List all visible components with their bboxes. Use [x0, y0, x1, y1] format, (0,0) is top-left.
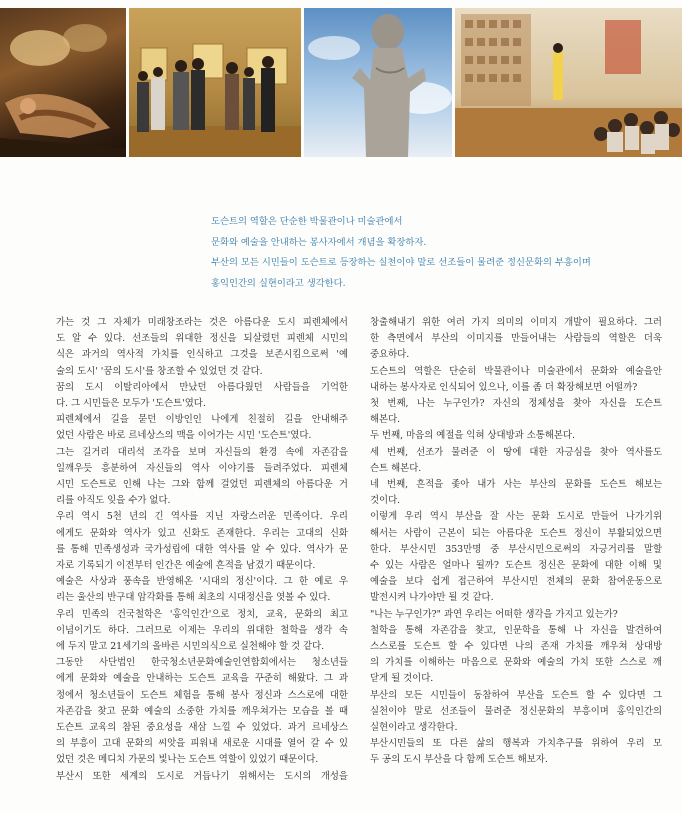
article-text-line: 의 가치를 이해하는 마음으로 문화와 예술의 가치 또한 스스로 깨 [370, 657, 662, 669]
article-text-line: 피렌체에서 길을 묻던 이방인인 나에게 친절히 길을 안내해주 [56, 414, 348, 426]
article-text-line: 실현이라고 생각한다. [370, 722, 458, 734]
article-text-line: 그는 길거리 대리석 조각을 보며 자신들의 환경 속에 자존감을 [56, 446, 348, 458]
article-text-line: 해본다. [370, 414, 401, 426]
photo-museum-docent-tour [455, 8, 682, 157]
article-text-line: 식은 과거의 역사적 가치를 인식하고 그것을 보존시킴으로써 '예 [56, 349, 348, 361]
article-text-line: 리를 아직도 잊을 수가 없다. [56, 495, 171, 507]
article-text-line: 리는 울산의 반구대 암각화를 통해 최초의 시대정신을 엿볼 수 있다. [56, 592, 331, 604]
article-text-line: 예술은 사상과 풍속을 반영해온 '시대의 정신'이다. 그 한 예로 우 [56, 576, 348, 588]
article-text-line: 도슨트 교육의 참된 중요성을 새삼 느낄 수 있었다. 과거 르네상스 [56, 722, 348, 734]
article-text-line: 첫 번째, 나는 누구인가? 자신의 정체성을 찾아 자신을 도슨트 [370, 398, 662, 410]
article-text-line: 에게 문화와 예술을 안내하는 도슨트 교육을 꾸준히 해왔다. 그 과 [56, 673, 348, 685]
article-column-left [56, 315, 348, 785]
article-text-line: 를 통해 민족생성과 국가성립에 대한 역사를 알 수 있다. 역사가 문 [56, 543, 348, 555]
pull-quote [211, 212, 651, 294]
article-text-line: 실천이야 말로 선조들이 물려준 정신문화의 부흥이며 홍익인간의 [370, 705, 662, 717]
article-text-line: 정에서 청소년들이 도슨트 체험을 통해 봉사 정신과 스스로에 대한 [56, 689, 348, 701]
article-column-right [370, 315, 662, 769]
article-text-line: 우리 역시 5천 년의 긴 역사를 지닌 자랑스러운 민족이다. 우리 [56, 511, 348, 523]
article-text-line: 이념이기도 하다. 그러므로 이제는 우리의 위대한 철학을 생각 속 [56, 624, 348, 636]
article-text-line: 해서는 사람이 근본이 되는 아름다운 도슨트 정신이 부활되었으면 [370, 527, 662, 539]
article-text-line: 가는 것 그 자체가 미래창조라는 것은 아름다운 도시 피렌체에서 [56, 317, 348, 328]
article-text-line: "나는 누구인가?" 과연 우리는 어떠한 생각을 가지고 있는가? [370, 608, 618, 620]
pull-quote-line: 부산의 모든 시민들이 도슨트로 등장하는 실천이야 말로 선조들이 물려준 정신문화의 부흥이며 [211, 257, 591, 268]
article-text-line: 에 두지 말고 21세기의 올바른 시민의식으로 실천해야 할 것 같다. [56, 641, 325, 653]
article-text-line: 발전시켜 나가야만 될 것 같다. [370, 592, 494, 604]
pull-quote-line: 홍익인간의 실현이라고 생각한다. [211, 277, 346, 289]
article-text-line: 두 공의 도시 부산을 다 함께 도슨트 해보자. [370, 754, 548, 766]
article-text-line: 예술을 보다 쉽게 접근하여 부산시민 전체의 문화 참여운동으로 [370, 576, 662, 588]
article-text-line: 부산시 또한 세계의 도시로 거듭나기 위해서는 도시의 개성을 [56, 770, 348, 782]
article-text-line: 수 있는 사람은 얼마나 될까? 도슨트 정신은 문화에 대한 이해 및 [370, 560, 662, 572]
article-text-line: 슨트 해본다. [370, 462, 422, 474]
article-text-line: 자존감을 찾고 문화 예술의 소중한 가치를 깨우쳐가는 모습을 볼 때 [56, 705, 348, 717]
article-text-line: 세 번째, 선조가 물려준 이 땅에 대한 자긍심을 찾아 역사를도 [370, 446, 662, 458]
article-text-line: 철학을 통해 자존감을 찾고, 인문학을 통해 나 자신을 발견하여 [370, 624, 662, 636]
article-text-line: 한다. 부산시민 353만명 중 부산시민으로써의 자긍거리를 말할 [370, 543, 662, 555]
article-text-line: 것이다. [370, 495, 401, 507]
photo-david-statue [304, 8, 452, 157]
pull-quote-line: 문화와 예술을 안내하는 봉사자에서 개념을 확장하자. [211, 236, 427, 248]
article-text-line: 한 측면에서 부산의 이미지를 만들어내는 사람들의 역할은 더욱 [370, 333, 662, 345]
article-text-line: 시민 도슨트로 인해 나는 그와 함께 걸었던 피렌체의 아름다운 거 [56, 479, 348, 491]
article-text-line: 자로 기록되기 이전부터 인간은 예술에 흔적을 남겼기 때문이다. [56, 560, 316, 572]
article-text-line: 었던 것은 메디치 가문의 빛나는 도슨트 역할이 있었기 때문이다. [56, 754, 319, 766]
pull-quote-line: 도슨트의 역할은 단순한 박물관이나 미술관에서 [211, 216, 403, 227]
photo-gallery-visitors [129, 8, 301, 157]
article-text-line: 중요하다. [370, 349, 410, 361]
photo-baroque-painting [0, 8, 126, 157]
photo-strip [0, 0, 682, 157]
article-text-line: 내하는 봉사자로 인식되어 있으나, 이를 좀 더 확장해보면 어떨까? [370, 381, 638, 393]
article-text-line: 도 알 수 있다. 선조들의 위대한 정신을 되살렸던 피렌체 시민의 [56, 333, 348, 345]
article-text-line: 스스로를 도슨트 할 수 있다면 나의 존재 가치를 깨우쳐 상대방 [370, 641, 662, 653]
article-text-line: 닫게 될 것이다. [370, 673, 434, 685]
article-text-line: 도슨트의 역할은 단순히 박물관이나 미술관에서 문화와 예술을안 [370, 365, 662, 377]
article-text-line: 네 번째, 흔적을 좇아 내가 사는 부산의 문화를 도슨트 해보는 [370, 479, 662, 491]
article-text-line: 었던 사람은 바로 르네상스의 맥을 이어가는 시민 '도슨트'였다. [56, 430, 312, 442]
article-text-line: 우리 민족의 건국철학은 '홍익인간'으로 정치, 교육, 문화의 최고 [56, 608, 348, 620]
article-text-line: 술의 도시' '꿈의 도시'를 창조할 수 있었던 것 같다. [56, 365, 263, 377]
article-text-line: 부산시민들의 또 다른 삶의 행복과 가치추구를 위하여 우리 모 [370, 738, 662, 750]
article-text-line: 부산의 모든 시민들이 동참하여 부산을 도슨트 할 수 있다면 그 [370, 689, 662, 701]
article-text-line: 에게도 문화와 역사가 있고 신화도 존재한다. 우리는 고대의 신화 [56, 527, 348, 539]
article-text-line: 다. 그 시민들은 모두가 '도슨트'였다. [56, 398, 206, 410]
article-text-line: 두 번째, 마음의 예절을 익혀 상대방과 소통해본다. [370, 430, 575, 442]
article-text-line: 그동안 사단법인 한국청소년문화예술인연합회에서는 청소년들 [56, 657, 348, 669]
article-text-line: 창출해내기 위한 여러 가지 의미의 이미지 개발이 필요하다. 그러 [370, 317, 662, 328]
article-text-line: 의 부흥이 고대 문화의 씨앗을 피워내 새로운 시대를 열어 갈 수 있 [56, 738, 348, 750]
article-text-line: 일깨우듯 흥분하여 자신들의 역사 이야기를 들려주었다. 피렌체 [56, 462, 348, 474]
article-text-line: 이렇게 우리 역시 부산을 잘 사는 문화 도시로 만들어 나가기위 [370, 511, 662, 523]
article-text-line: 꿈의 도시 이탈리아에서 만났던 아름다웠던 사람들을 기억한 [56, 381, 348, 393]
